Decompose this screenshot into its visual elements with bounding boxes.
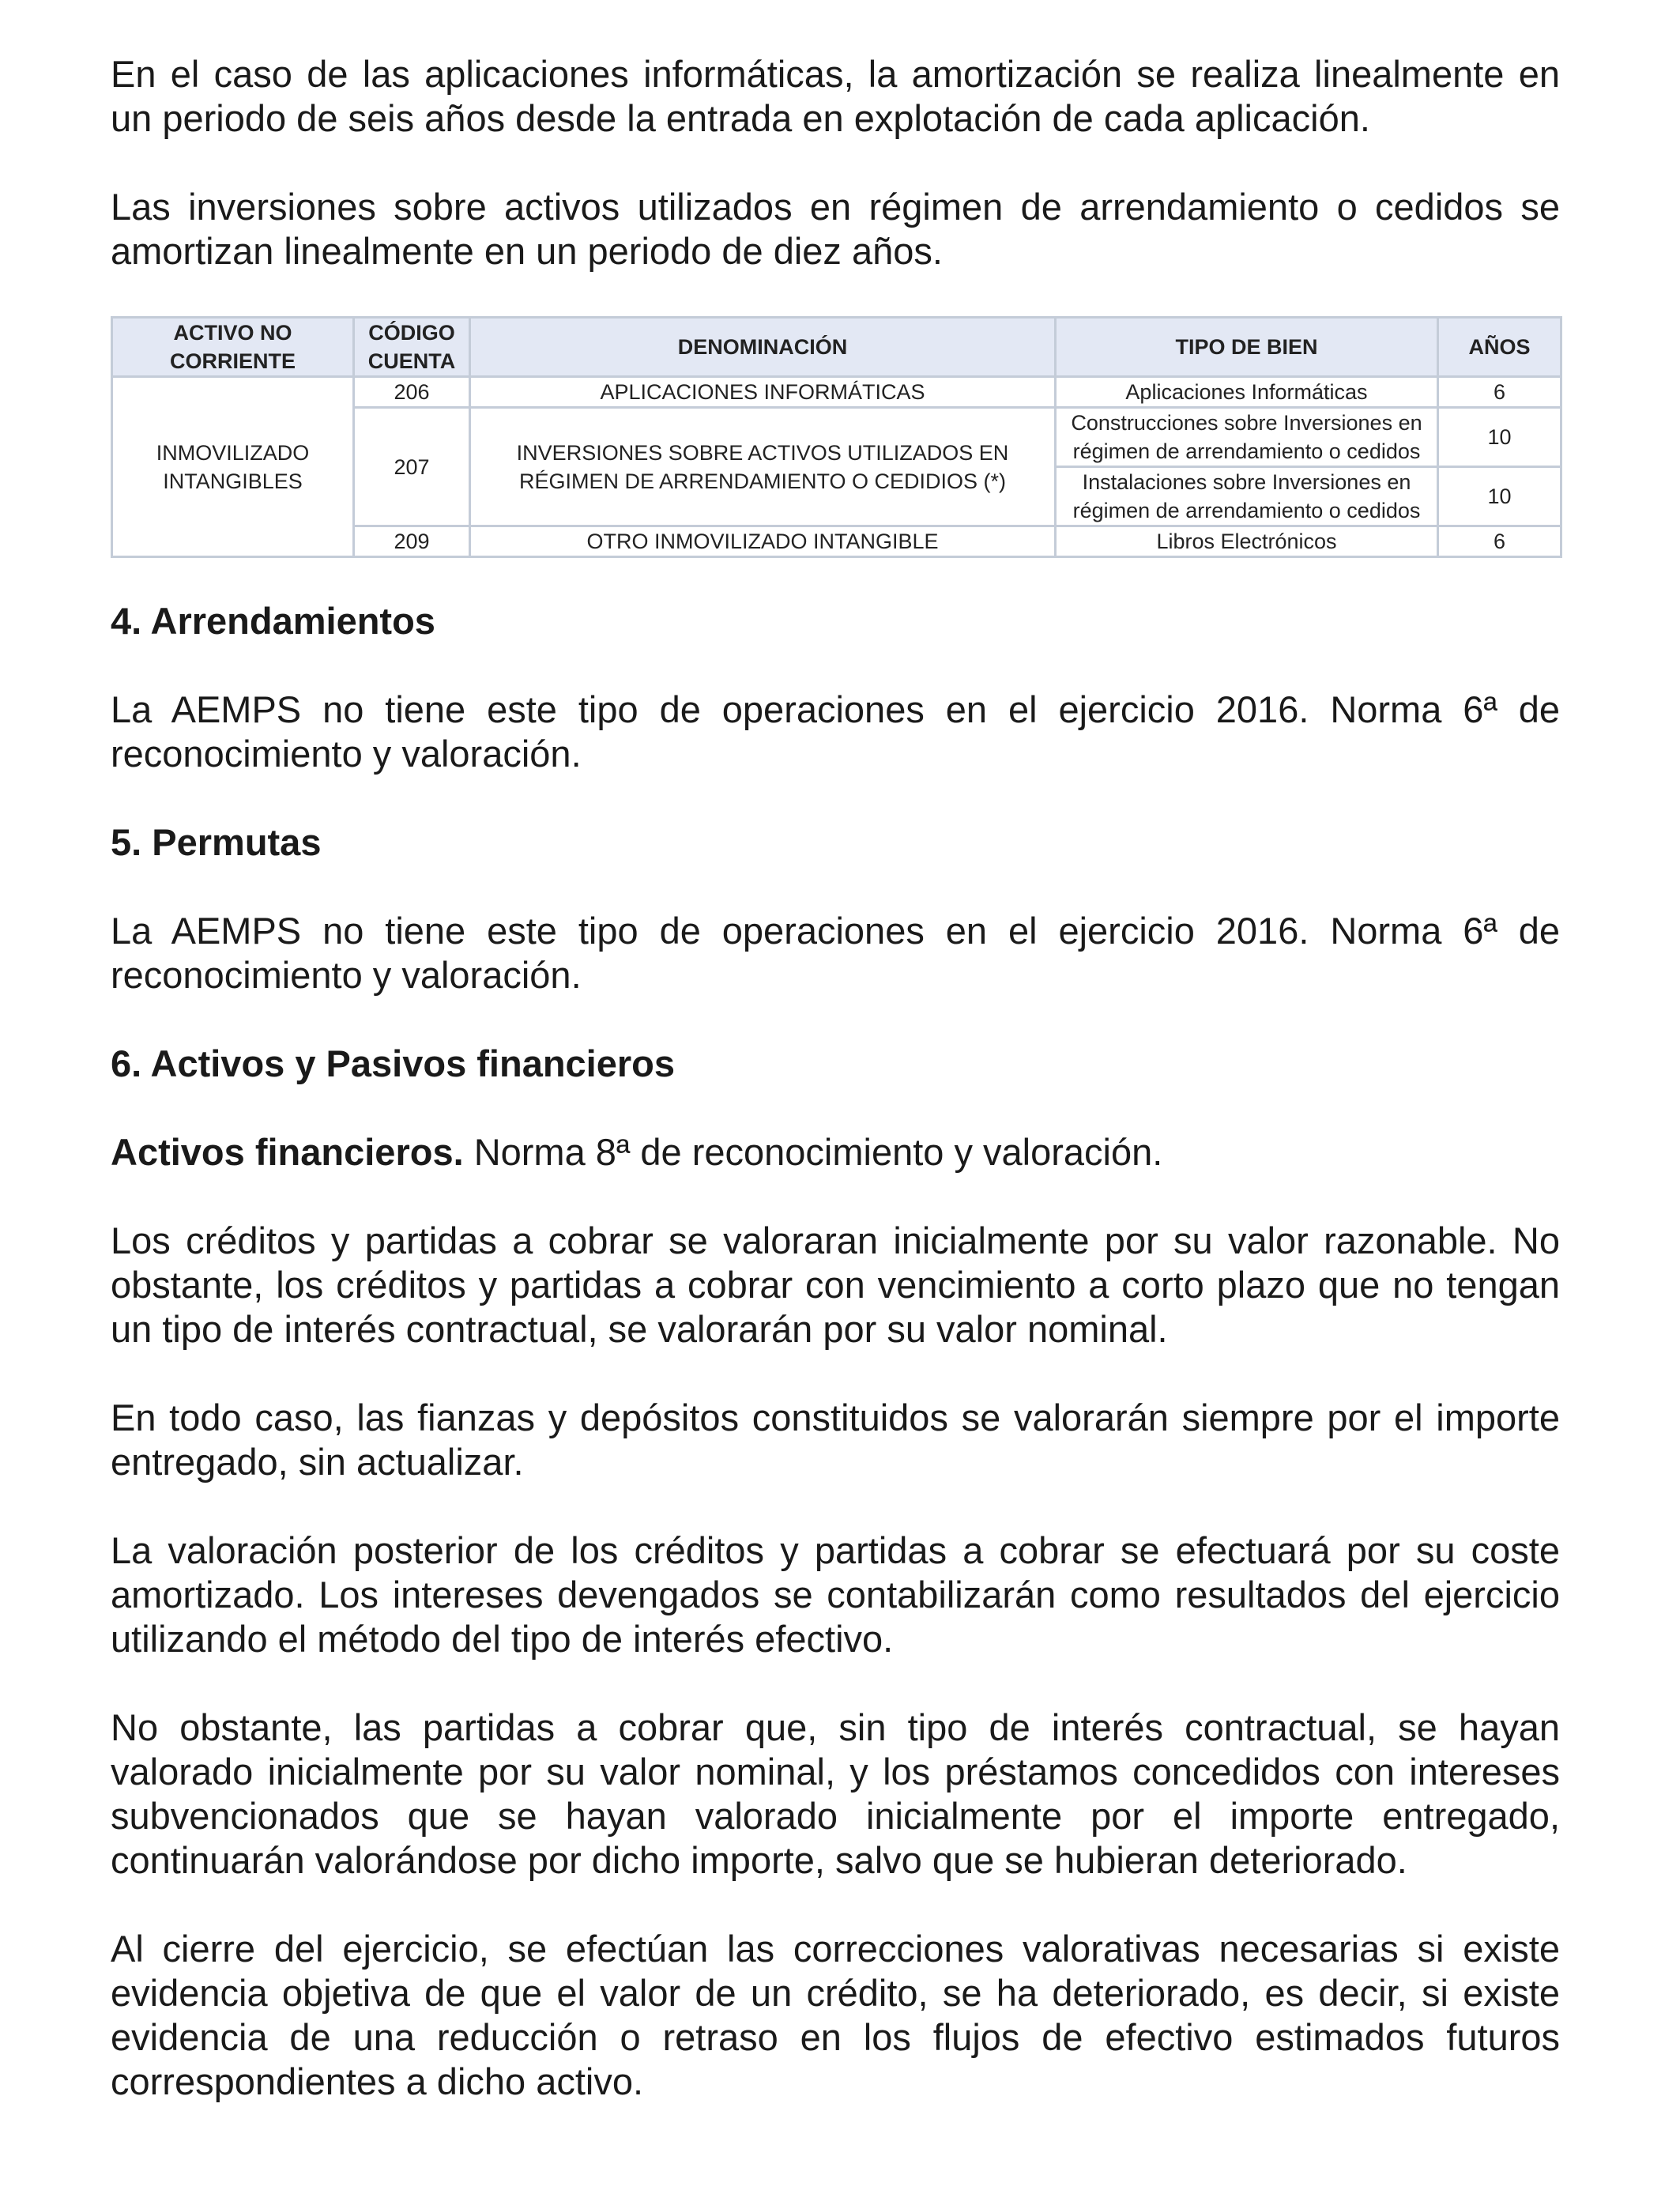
cell-tipo: Libros Electrónicos bbox=[1056, 526, 1438, 557]
cell-activo: INMOVILIZADO INTANGIBLES bbox=[112, 377, 354, 557]
section-4-title: 4. Arrendamientos bbox=[111, 600, 435, 642]
header-anos: AÑOS bbox=[1438, 318, 1561, 377]
table-row bbox=[112, 377, 1561, 408]
paragraph-software-amortization: En el caso de las aplicaciones informáticas, la amortización se realiza linealmente en un periodo de seis años desde la entrada en explotación de cada aplicación. bbox=[111, 53, 1560, 139]
section-4-text: La AEMPS no tiene este tipo de operaciones en el ejercicio 2016. Norma 6ª de reconocimiento y valoración. bbox=[111, 688, 1560, 775]
cell-codigo: 206 bbox=[354, 377, 470, 408]
cell-anos: 10 bbox=[1438, 467, 1561, 526]
section-6-lead-bold: Activos financieros. bbox=[111, 1131, 464, 1173]
cell-denominacion: OTRO INMOVILIZADO INTANGIBLE bbox=[470, 526, 1056, 557]
cell-denominacion: APLICACIONES INFORMÁTICAS bbox=[470, 377, 1056, 408]
section-6-paragraph-1: Los créditos y partidas a cobrar se valoraran inicialmente por su valor razonable. No obstante, los créditos y partidas a cobrar con vencimiento a corto plazo que no tengan un tipo de interés contractual, se valorarán por su valor nominal. bbox=[111, 1220, 1560, 1350]
section-6-lead-rest: Norma 8ª de reconocimiento y valoración. bbox=[463, 1131, 1163, 1173]
cell-denominacion: INVERSIONES SOBRE ACTIVOS UTILIZADOS EN RÉGIMEN DE ARRENDAMIENTO O CEDIDIOS (*) bbox=[470, 408, 1056, 526]
section-6-paragraph-3: La valoración posterior de los créditos y partidas a cobrar se efectuará por su coste amortizado. Los intereses devengados se contabilizarán como resultados del ejercicio utilizando el método del tipo de interés efectivo. bbox=[111, 1529, 1560, 1660]
cell-tipo: Aplicaciones Informáticas bbox=[1056, 377, 1438, 408]
section-6-title: 6. Activos y Pasivos financieros bbox=[111, 1042, 676, 1084]
amortization-table bbox=[111, 316, 1562, 558]
section-5-title: 5. Permutas bbox=[111, 821, 322, 863]
cell-tipo: Instalaciones sobre Inversiones en régimen de arrendamiento o cedidos bbox=[1056, 467, 1438, 526]
paragraph-leased-assets-amortization: Las inversiones sobre activos utilizados en régimen de arrendamiento o cedidos se amortizan linealmente en un periodo de diez años. bbox=[111, 186, 1560, 272]
section-6-lead bbox=[111, 1130, 1560, 1174]
cell-codigo: 209 bbox=[354, 526, 470, 557]
header-codigo: CÓDIGO CUENTA bbox=[354, 318, 470, 377]
section-6-paragraph-2: En todo caso, las fianzas y depósitos constituidos se valorarán siempre por el importe entregado, sin actualizar. bbox=[111, 1397, 1560, 1483]
header-denominacion: DENOMINACIÓN bbox=[470, 318, 1056, 377]
section-6-paragraph-4: No obstante, las partidas a cobrar que, sin tipo de interés contractual, se hayan valorado inicialmente por su valor nominal, y los préstamos concedidos con intereses subvencionados que se hayan valorado inicialmente por el importe entregado, continuarán valorándose por dicho importe, salvo que se hubieran deteriorado. bbox=[111, 1706, 1560, 1881]
cell-codigo: 207 bbox=[354, 408, 470, 526]
header-activo: ACTIVO NO CORRIENTE bbox=[112, 318, 354, 377]
cell-tipo: Construcciones sobre Inversiones en régimen de arrendamiento o cedidos bbox=[1056, 408, 1438, 467]
cell-anos: 10 bbox=[1438, 408, 1561, 467]
cell-anos: 6 bbox=[1438, 526, 1561, 557]
table-header-row bbox=[112, 318, 1561, 377]
section-5-text: La AEMPS no tiene este tipo de operaciones en el ejercicio 2016. Norma 6ª de reconocimiento y valoración. bbox=[111, 910, 1560, 996]
section-6-paragraph-5: Al cierre del ejercicio, se efectúan las correcciones valorativas necesarias si existe evidencia objetiva de que el valor de un crédito, se ha deteriorado, es decir, si existe evidencia de una reducción o retraso en los flujos de efectivo estimados futuros correspondientes a dicho activo. bbox=[111, 1928, 1560, 2102]
cell-anos: 6 bbox=[1438, 377, 1561, 408]
header-tipo: TIPO DE BIEN bbox=[1056, 318, 1438, 377]
document-page bbox=[111, 52, 1560, 2104]
